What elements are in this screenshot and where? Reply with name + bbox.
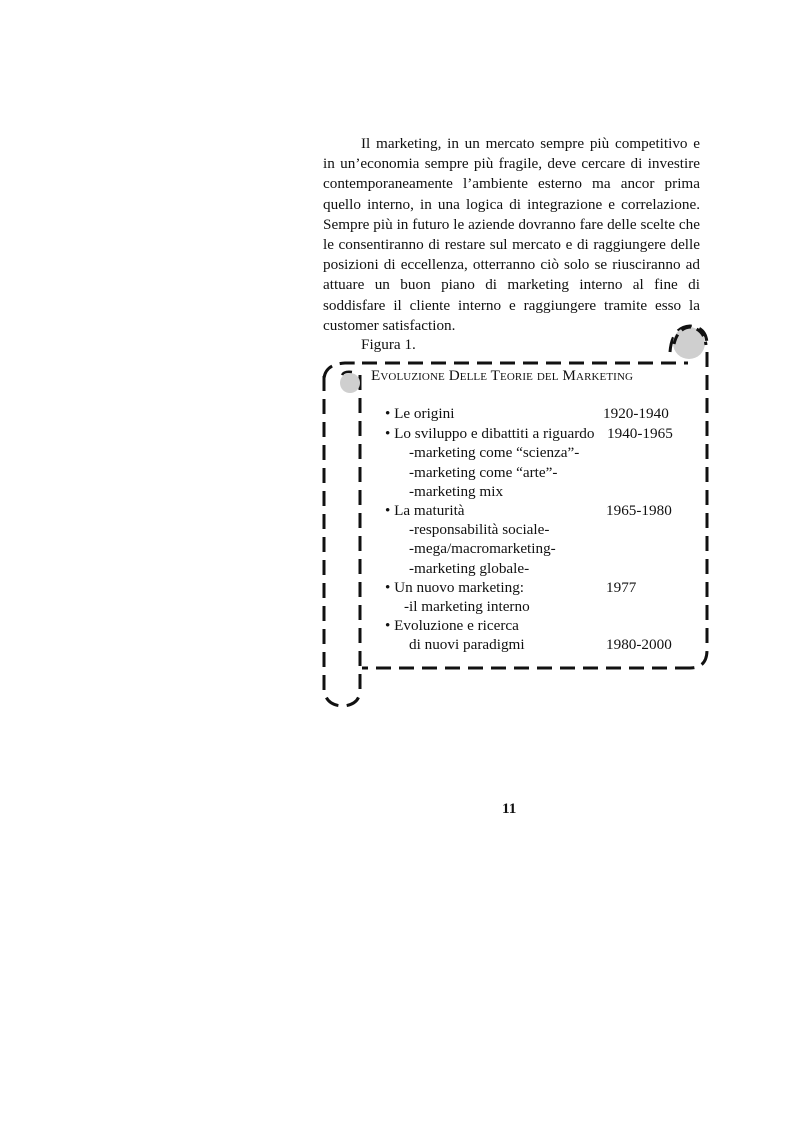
figure-title: Evoluzione Delle Teorie del Marketing — [371, 367, 634, 384]
list-subitem: di nuovi paradigmi 1980-2000 — [409, 636, 672, 654]
list-subitem: -responsabilità sociale- — [409, 521, 550, 539]
item-label: • Un nuovo marketing: — [385, 578, 525, 596]
item-years: 1977 — [606, 578, 637, 596]
item-label: • Lo sviluppo e dibattiti a riguardo — [385, 425, 595, 443]
figure-label: Figura 1. — [361, 336, 416, 353]
timeline-list — [385, 404, 695, 654]
list-item — [385, 424, 695, 443]
list-subitem: -marketing globale- — [409, 559, 530, 577]
item-label: • Evoluzione e ricerca — [385, 617, 519, 635]
list-item — [385, 616, 695, 635]
item-label: • La maturità — [385, 501, 465, 519]
page-number: 11 — [502, 800, 517, 817]
item-years: 1920-1940 — [603, 405, 669, 422]
item-years: 1940-1965 — [607, 425, 673, 443]
list-item — [385, 578, 695, 597]
list-item — [385, 404, 695, 423]
list-subitem: -marketing come “arte”- — [409, 463, 558, 481]
item-label: • Le origini — [385, 405, 455, 422]
body-paragraph: Il marketing, in un mercato sempre più competitivo e in un’economia sempre più fragile, deve cercare di investire contemporaneamente l’ambiente esterno ma ancor prima quello interno, in una logica di integrazione e correlazione. Sempre più in futuro le aziende dovranno fare delle scelte che le consentiranno di restare sul mercato e di raggiungere delle posizioni di eccellenza, otterranno ciò solo se riusciranno ad attuare un buon piano di marketing interno al fine di soddisfare il cliente interno e raggiungere tramite esso la customer satisfaction. — [323, 135, 700, 334]
list-item — [385, 501, 695, 520]
item-years: 1965-1980 — [606, 501, 672, 519]
list-subitem: -marketing come “scienza”- — [409, 444, 580, 462]
list-subitem: -mega/macromarketing- — [409, 540, 556, 558]
item-years: 1980-2000 — [606, 636, 672, 654]
list-subitem: -il marketing interno — [404, 597, 530, 615]
list-subitem: -marketing mix — [409, 482, 504, 500]
curl-shade-top-left — [340, 373, 360, 393]
